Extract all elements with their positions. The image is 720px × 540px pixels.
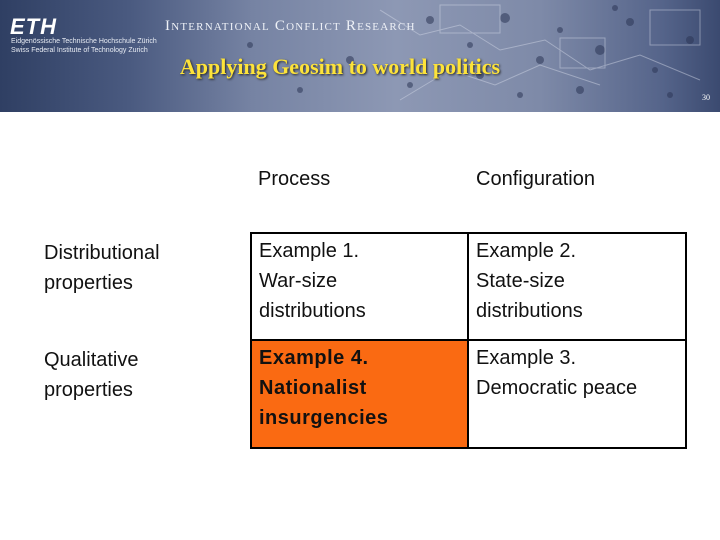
cell-line: War-size bbox=[259, 270, 338, 292]
cell-line: distributions bbox=[476, 300, 583, 322]
slide-title: Applying Geosim to world politics bbox=[179, 54, 501, 79]
cell-line: State-size bbox=[476, 270, 565, 292]
cell-line: Example 3. bbox=[476, 347, 577, 369]
eth-logo: ETH bbox=[10, 14, 57, 39]
institution-name-german: Eidgenössische Technische Hochschule Zürich bbox=[11, 38, 157, 45]
cell-line: Example 4. bbox=[259, 347, 369, 369]
page-number: 30 bbox=[702, 93, 710, 102]
column-header-configuration: Configuration bbox=[476, 168, 595, 190]
cell-line: Democratic peace bbox=[476, 377, 638, 399]
cell-example-1 bbox=[250, 232, 469, 341]
row-label-qualitative bbox=[44, 345, 139, 405]
row-label-line: Qualitative bbox=[44, 349, 139, 371]
header-banner bbox=[0, 0, 720, 112]
column-header-process: Process bbox=[258, 168, 331, 190]
cell-line: Example 1. bbox=[259, 240, 360, 262]
cell-line: insurgencies bbox=[259, 407, 389, 429]
cell-line: Example 2. bbox=[476, 240, 577, 262]
cell-example-3 bbox=[467, 339, 687, 449]
cell-line: distributions bbox=[259, 300, 366, 322]
cell-line: Nationalist bbox=[259, 377, 367, 399]
cell-example-2 bbox=[467, 232, 687, 341]
row-label-line: properties bbox=[44, 379, 133, 401]
row-label-line: properties bbox=[44, 272, 133, 294]
institution-name-english: Swiss Federal Institute of Technology Zurich bbox=[11, 47, 148, 54]
row-label-line: Distributional bbox=[44, 242, 160, 264]
cell-example-4-highlighted bbox=[250, 339, 469, 449]
research-group-name: International Conflict Research bbox=[165, 18, 416, 34]
row-label-distributional bbox=[44, 238, 160, 298]
